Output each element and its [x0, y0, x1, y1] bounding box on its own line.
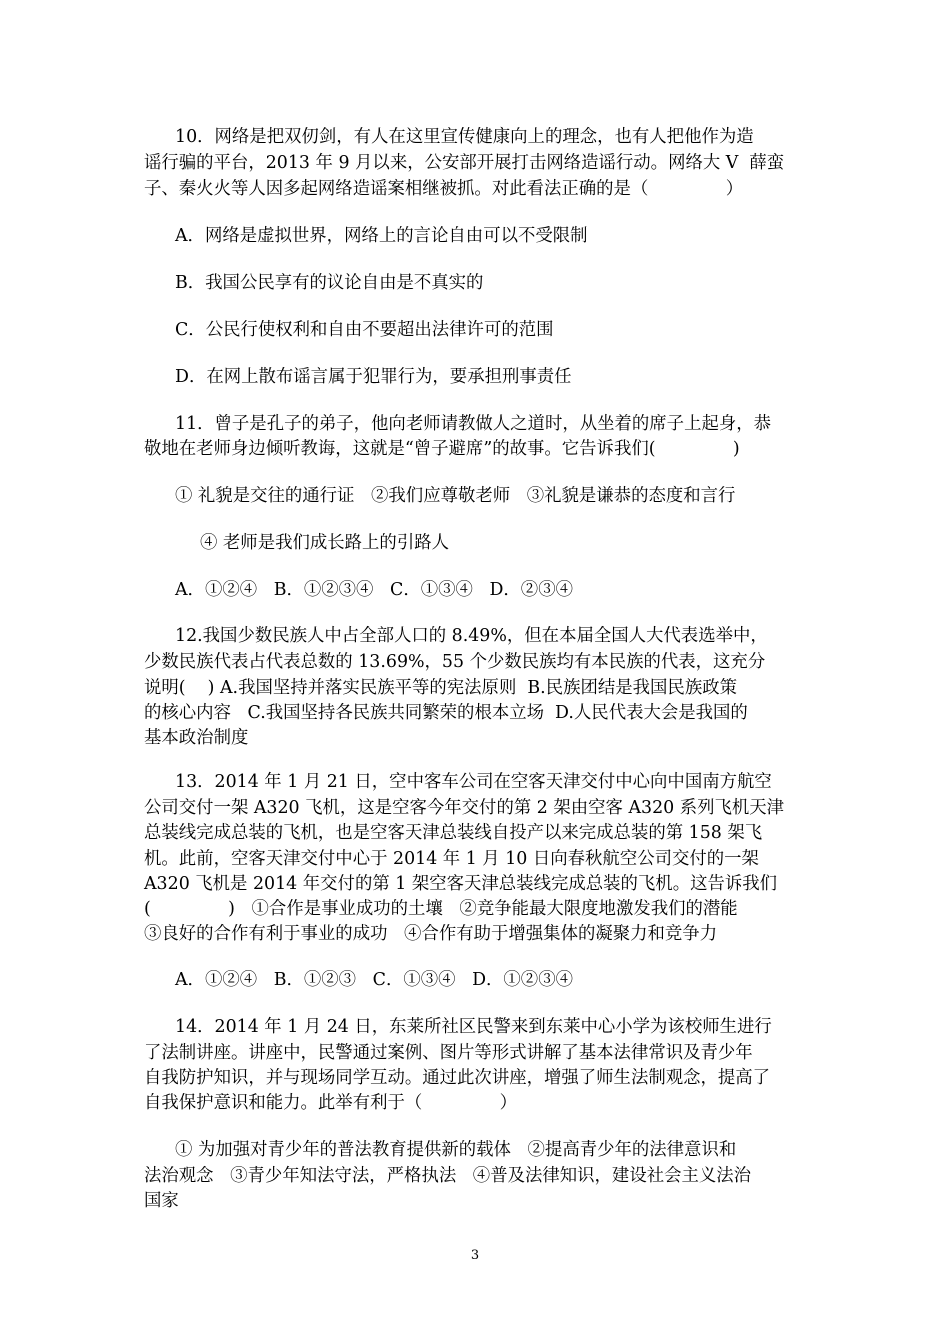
q14-stem-line-2: 了法制讲座。讲座中，民警通过案例、图片等形式讲解了基本法律常识及青少年	[144, 1043, 753, 1063]
q13-stem-line-1: 13．2014 年 1 月 21 日，空中客车公司在空客天津交付中心向中国南方航空	[175, 772, 772, 792]
page-number: 3	[470, 1248, 480, 1263]
q12-stem-line-2: 少数民族代表占代表总数的 13.69%，55 个少数民族均有本民族的代表，这充分	[144, 652, 766, 672]
q12-stem-line-1: 12.我国少数民族人中占全部人口的 8.49%，但在本届全国人大代表选举中，	[175, 626, 768, 646]
q13-stem-line-5: A320 飞机是 2014 年交付的第 1 架空客天津总装线完成总装的飞机。这告诉我们	[144, 874, 778, 894]
q10-option-a: A．网络是虚拟世界，网络上的言论自由可以不受限制	[175, 226, 588, 246]
q14-items-line-3: 国家	[144, 1191, 179, 1211]
q12-stem-line-4: 的核心内容 C.我国坚持各民族共同繁荣的根本立场 D.人民代表大会是我国的	[144, 703, 748, 723]
q12-stem-line-3: 说明( ) A.我国坚持并落实民族平等的宪法原则 B.民族团结是我国民族政策	[144, 678, 737, 698]
q10-stem-line-2: 谣行骗的平台，2013 年 9 月以来，公安部开展打击网络造谣行动。网络大 V 薛蛮	[144, 153, 785, 173]
q10-option-b: B．我国公民享有的议论自由是不真实的	[175, 273, 484, 293]
q14-stem-line-4: 自我保护意识和能力。此举有利于（ ）	[144, 1093, 518, 1113]
q14-items-line-1: ① 为加强对青少年的普法教育提供新的载体 ②提高青少年的法律意识和	[175, 1140, 737, 1160]
q14-stem-line-3: 自我防护知识，并与现场同学互动。通过此次讲座，增强了师生法制观念，提高了	[144, 1068, 771, 1088]
q11-choices: A．①②④ B．①②③④ C．①③④ D．②③④	[175, 580, 573, 600]
q13-stem-line-2: 公司交付一架 A320 飞机，这是空客今年交付的第 2 架由空客 A320 系列飞机天津	[144, 798, 785, 818]
q10-stem-line-3: 子、秦火火等人因多起网络造谣案相继被抓。对此看法正确的是（ ）	[144, 179, 744, 199]
q11-items-line-2: ④ 老师是我们成长路上的引路人	[200, 533, 449, 553]
q13-stem-line-3: 总装线完成总装的飞机，也是空客天津总装线自投产以来完成总装的第 158 架飞	[144, 823, 763, 843]
q13-stem-line-4: 机。此前，空客天津交付中心于 2014 年 1 月 10 日向春秋航空公司交付的一架	[144, 849, 759, 869]
q10-option-c: C．公民行使权利和自由不要超出法律许可的范围	[175, 320, 554, 340]
q11-stem-line-2: 敬地在老师身边倾听教诲，这就是“曾子避席”的故事。它告诉我们( )	[144, 439, 740, 459]
q11-stem-line-1: 11．曾子是孔子的弟子，他向老师请教做人之道时，从坐着的席子上起身，恭	[175, 414, 772, 434]
q11-items-line-1: ① 礼貌是交往的通行证 ②我们应尊敬老师 ③礼貌是谦恭的态度和言行	[175, 486, 736, 506]
q13-stem-line-6: ( ) ①合作是事业成功的土壤 ②竞争能最大限度地激发我们的潜能	[144, 899, 738, 919]
q12-stem-line-5: 基本政治制度	[144, 728, 249, 748]
q14-stem-line-1: 14．2014 年 1 月 24 日，东莱所社区民警来到东莱中心小学为该校师生进行	[175, 1017, 772, 1037]
q14-items-line-2: 法治观念 ③青少年知法守法，严格执法 ④普及法律知识，建设社会主义法治	[144, 1166, 752, 1186]
q10-option-d: D．在网上散布谣言属于犯罪行为，要承担刑事责任	[175, 367, 572, 387]
q13-choices: A．①②④ B．①②③ C．①③④ D．①②③④	[175, 970, 573, 990]
q10-stem-line-1: 10．网络是把双仞剑，有人在这里宣传健康向上的理念，也有人把他作为造	[175, 127, 754, 147]
q13-stem-line-7: ③良好的合作有利于事业的成功 ④合作有助于增强集体的凝聚力和竞争力	[144, 924, 718, 944]
